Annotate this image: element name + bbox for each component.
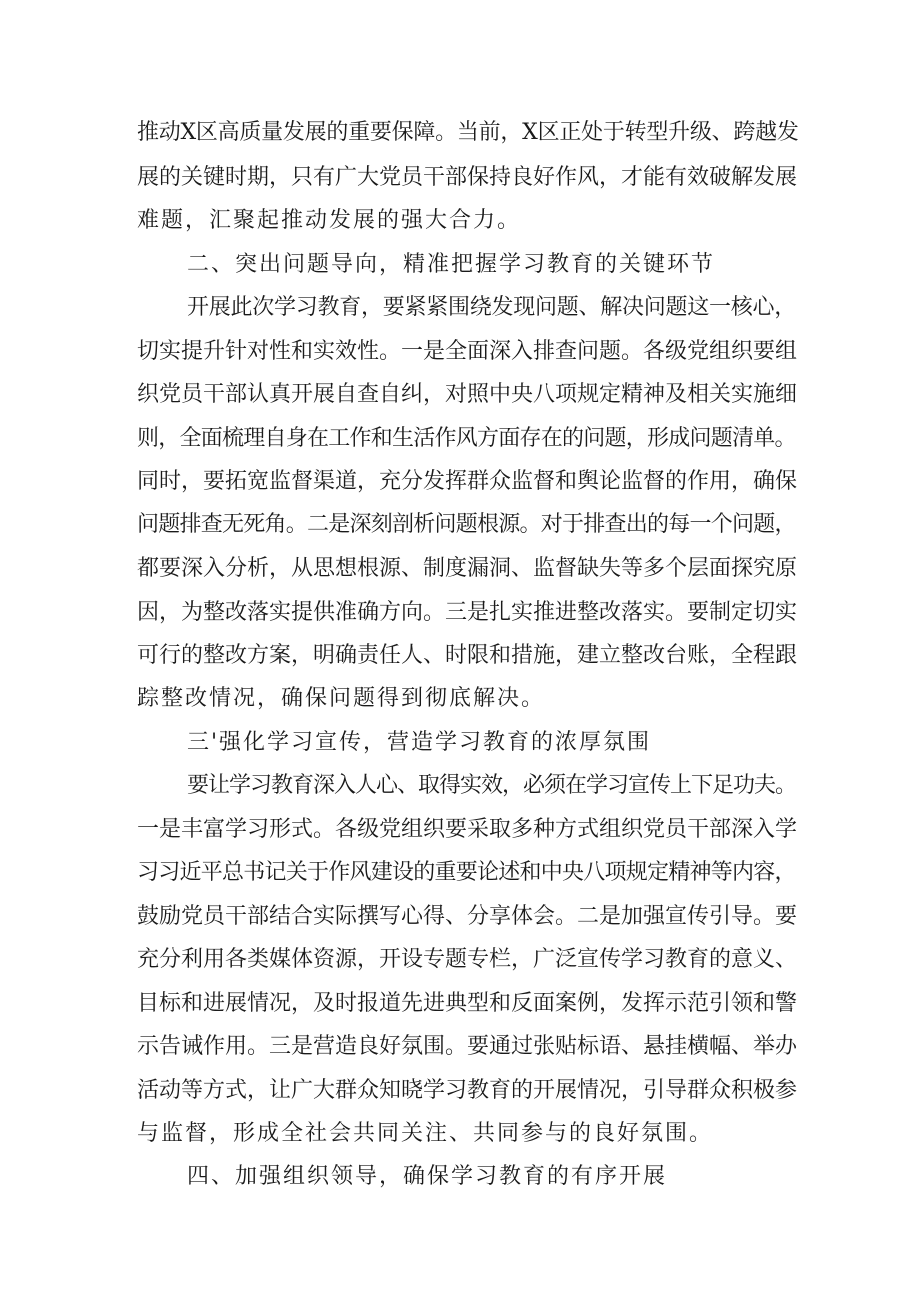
text-line: 切实提升针对性和实效性。一是全面深入排查问题。各级党组织要组 bbox=[137, 339, 798, 364]
text-line: 鼓励党员干部结合实际撰写心得、分享体会。二是加强宣传引导。要 bbox=[137, 904, 798, 929]
section-heading: 二、突出问题导向，精准把握学习教育的关键环节 bbox=[187, 252, 716, 277]
text-line: 充分利用各类媒体资源，开设专题专栏，广泛宣传学习教育的意义、 bbox=[137, 947, 798, 972]
section-heading: 三'强化学习宣传，营造学习教育的浓厚氛围 bbox=[187, 730, 652, 755]
text-line: 可行的整改方案，明确责任人、时限和措施，建立整改台账，全程跟 bbox=[137, 643, 798, 668]
text-line: 开展此次学习教育，要紧紧围绕发现问题、解决问题这一核心， bbox=[187, 295, 797, 320]
text-line: 与监督，形成全社会共同关注、共同参与的良好氛围。 bbox=[137, 1121, 714, 1146]
text-line: 活动等方式，让广大群众知晓学习教育的开展情况，引导群众积极参 bbox=[137, 1078, 798, 1103]
text-line: 示告诫作用。三是营造良好氛围。要通过张贴标语、悬挂横幅、举办 bbox=[137, 1034, 798, 1059]
text-line: 踪整改情况，确保问题得到彻底解决。 bbox=[137, 686, 546, 711]
text-line: 展的关键时期，只有广大党员干部保持良好作风，才能有效破解发展 bbox=[137, 165, 798, 190]
text-line: 同时，要拓宽监督渠道，充分发挥群众监督和舆论监督的作用，确保 bbox=[137, 469, 798, 494]
section-heading: 四、加强组织领导，确保学习教育的有序开展 bbox=[187, 1164, 668, 1189]
text-line: 目标和进展情况，及时报道先进典型和反面案例，发挥示范引领和警 bbox=[137, 991, 798, 1016]
text-line: 则，全面梳理自身在工作和生活作风方面存在的问题，形成问题清单。 bbox=[137, 426, 796, 451]
text-line: 问题排查无死角。二是深刻剖析问题根源。对于排查出的每一个问题， bbox=[137, 512, 796, 537]
text-line: 一是丰富学习形式。各级党组织要采取多种方式组织党员干部深入学 bbox=[137, 817, 798, 842]
text-line: 难题，汇聚起推动发展的强大合力。 bbox=[137, 208, 522, 233]
text-line: 都要深入分析，从思想根源、制度漏洞、监督缺失等多个层面探究原 bbox=[137, 556, 798, 581]
text-line: 习习近平总书记关于作风建设的重要论述和中央八项规定精神等内容， bbox=[137, 860, 796, 885]
text-line: 织党员干部认真开展自查自纠，对照中央八项规定精神及相关实施细 bbox=[137, 382, 798, 407]
text-line: 因，为整改落实提供准确方向。三是扎实推进整改落实。要制定切实 bbox=[137, 600, 798, 625]
text-line: 推动X区高质量发展的重要保障。当前，X区正处于转型升级、跨越发 bbox=[137, 120, 799, 145]
text-line: 要让学习教育深入人心、取得实效，必须在学习宣传上下足功夫。 bbox=[187, 773, 797, 798]
